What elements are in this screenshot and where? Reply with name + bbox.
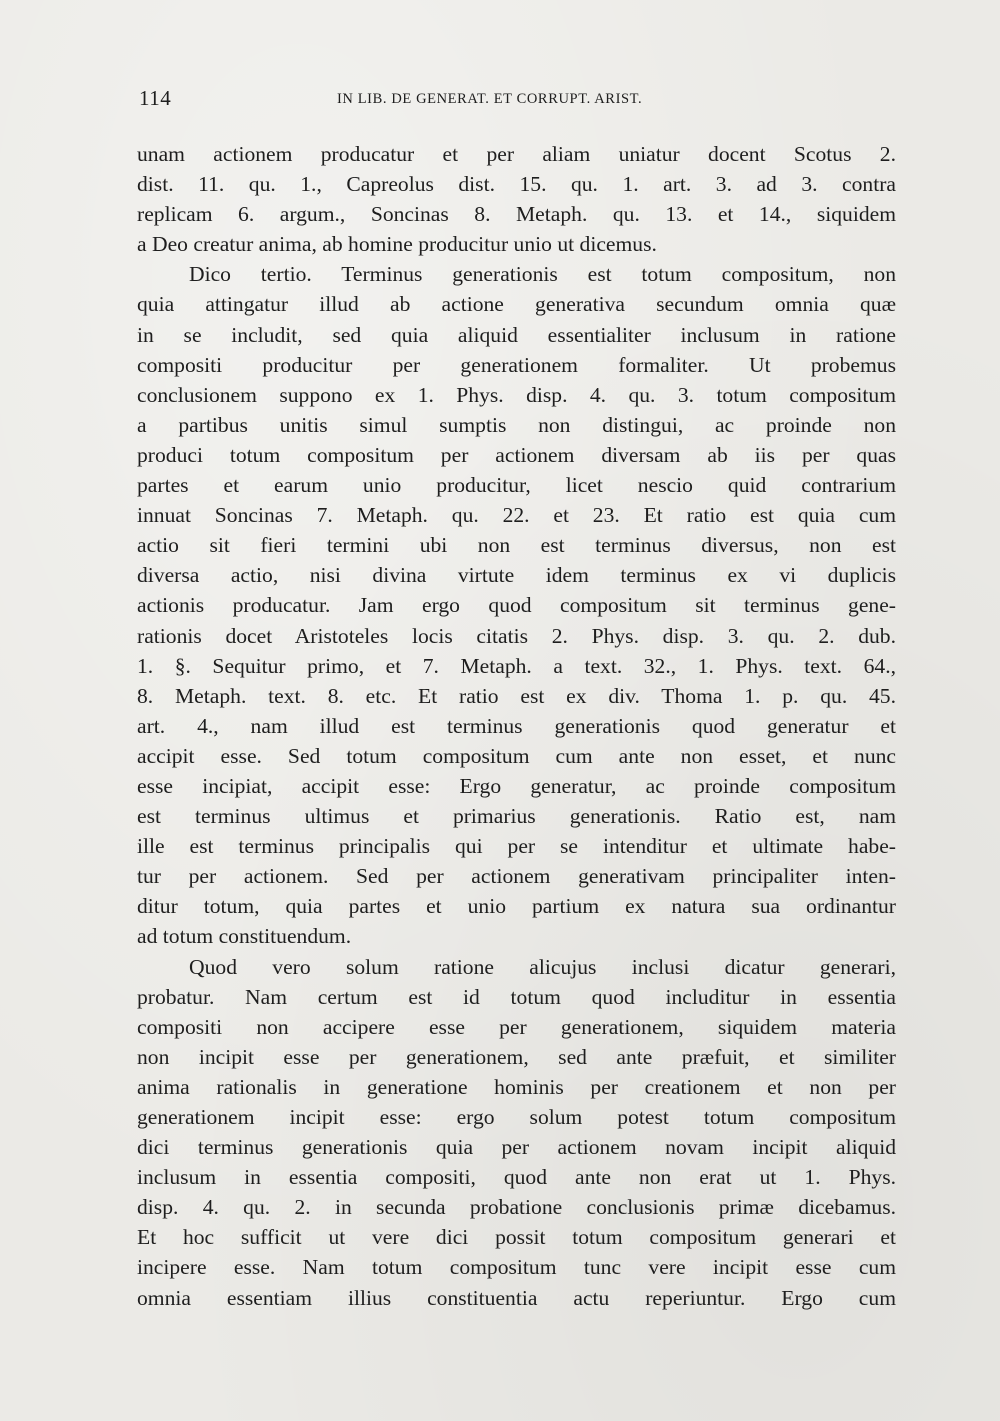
text-line: Dico tertio. Terminus generationis est totum compositum, non	[189, 262, 896, 287]
text-line: conclusionem suppono ex 1. Phys. disp. 4. qu. 3. totum compositum	[137, 382, 896, 407]
text-line: 8. Metaph. text. 8. etc. Et ratio est ex div. Thoma 1. p. qu. 45.	[137, 683, 896, 708]
text-line: dist. 11. qu. 1., Capreolus dist. 15. qu. 1. art. 3. ad 3. contra	[137, 172, 896, 197]
text-line: est terminus ultimus et primarius generationis. Ratio est, nam	[137, 804, 896, 829]
text-line: tur per actionem. Sed per actionem generativam principaliter inten-	[137, 864, 896, 889]
text-line: in se includit, sed quia aliquid essentialiter inclusum in ratione	[137, 322, 896, 347]
text-line: 1. §. Sequitur primo, et 7. Metaph. a text. 32., 1. Phys. text. 64.,	[137, 653, 896, 678]
text-line: produci totum compositum per actionem diversam ab iis per quas	[137, 442, 896, 467]
text-line: a Deo creatur anima, ab homine producitur unio ut dicemus.	[137, 232, 657, 257]
text-line: incipere esse. Nam totum compositum tunc vere incipit esse cum	[137, 1255, 896, 1280]
text-line: rationis docet Aristoteles locis citatis 2. Phys. disp. 3. qu. 2. dub.	[137, 623, 896, 648]
text-line: compositi non accipere esse per generationem, siquidem materia	[137, 1014, 896, 1039]
text-line: Quod vero solum ratione alicujus inclusi dicatur generari,	[189, 954, 896, 979]
text-line: esse incipiat, accipit esse: Ergo generatur, ac proinde compositum	[137, 773, 896, 798]
text-line: replicam 6. argum., Soncinas 8. Metaph. qu. 13. et 14., siquidem	[137, 202, 896, 227]
text-line: accipit esse. Sed totum compositum cum ante non esset, et nunc	[137, 743, 896, 768]
text-line: omnia essentiam illius constituentia actu reperiuntur. Ergo cum	[137, 1285, 896, 1310]
text-line: probatur. Nam certum est id totum quod includitur in essentia	[137, 984, 896, 1009]
text-line: Et hoc sufficit ut vere dici possit totum compositum generari et	[137, 1225, 896, 1250]
text-line: art. 4., nam illud est terminus generationis quod generatur et	[137, 713, 896, 738]
text-line: ille est terminus principalis qui per se intenditur et ultimate habe-	[137, 834, 896, 859]
text-line: inclusum in essentia compositi, quod ante non erat ut 1. Phys.	[137, 1165, 896, 1190]
running-head: IN LIB. DE GENERAT. ET CORRUPT. ARIST.	[337, 91, 643, 107]
page-number: 114	[139, 86, 172, 110]
text-line: compositi producitur per generationem formaliter. Ut probemus	[137, 352, 896, 377]
text-line: dici terminus generationis quia per actionem novam incipit aliquid	[137, 1135, 896, 1160]
body-text	[137, 139, 896, 1313]
text-line: a partibus unitis simul sumptis non distingui, ac proinde non	[137, 412, 896, 437]
page-header	[137, 86, 897, 114]
text-line: innuat Soncinas 7. Metaph. qu. 22. et 23. Et ratio est quia cum	[137, 503, 896, 528]
text-line: ad totum constituendum.	[137, 924, 352, 949]
text-line: generationem incipit esse: ergo solum potest totum compositum	[137, 1105, 896, 1129]
text-line: unam actionem producatur et per aliam uniatur docent Scotus 2.	[137, 142, 896, 166]
text-line: diversa actio, nisi divina virtute idem terminus ex vi duplicis	[137, 563, 896, 588]
text-line: anima rationalis in generatione hominis per creationem et non per	[137, 1074, 896, 1099]
text-line: quia attingatur illud ab actione generativa secundum omnia quæ	[137, 292, 896, 317]
text-line: actionis producatur. Jam ergo quod compositum sit terminus gene-	[137, 593, 896, 618]
text-line: actio sit fieri termini ubi non est terminus diversus, non est	[137, 533, 896, 558]
text-line: disp. 4. qu. 2. in secunda probatione conclusionis primæ dicebamus.	[137, 1195, 896, 1220]
text-line: non incipit esse per generationem, sed ante præfuit, et similiter	[137, 1044, 896, 1069]
text-line: partes et earum unio producitur, licet nescio quid contrarium	[137, 473, 896, 498]
text-line: ditur totum, quia partes et unio partium ex natura sua ordinantur	[137, 894, 896, 919]
